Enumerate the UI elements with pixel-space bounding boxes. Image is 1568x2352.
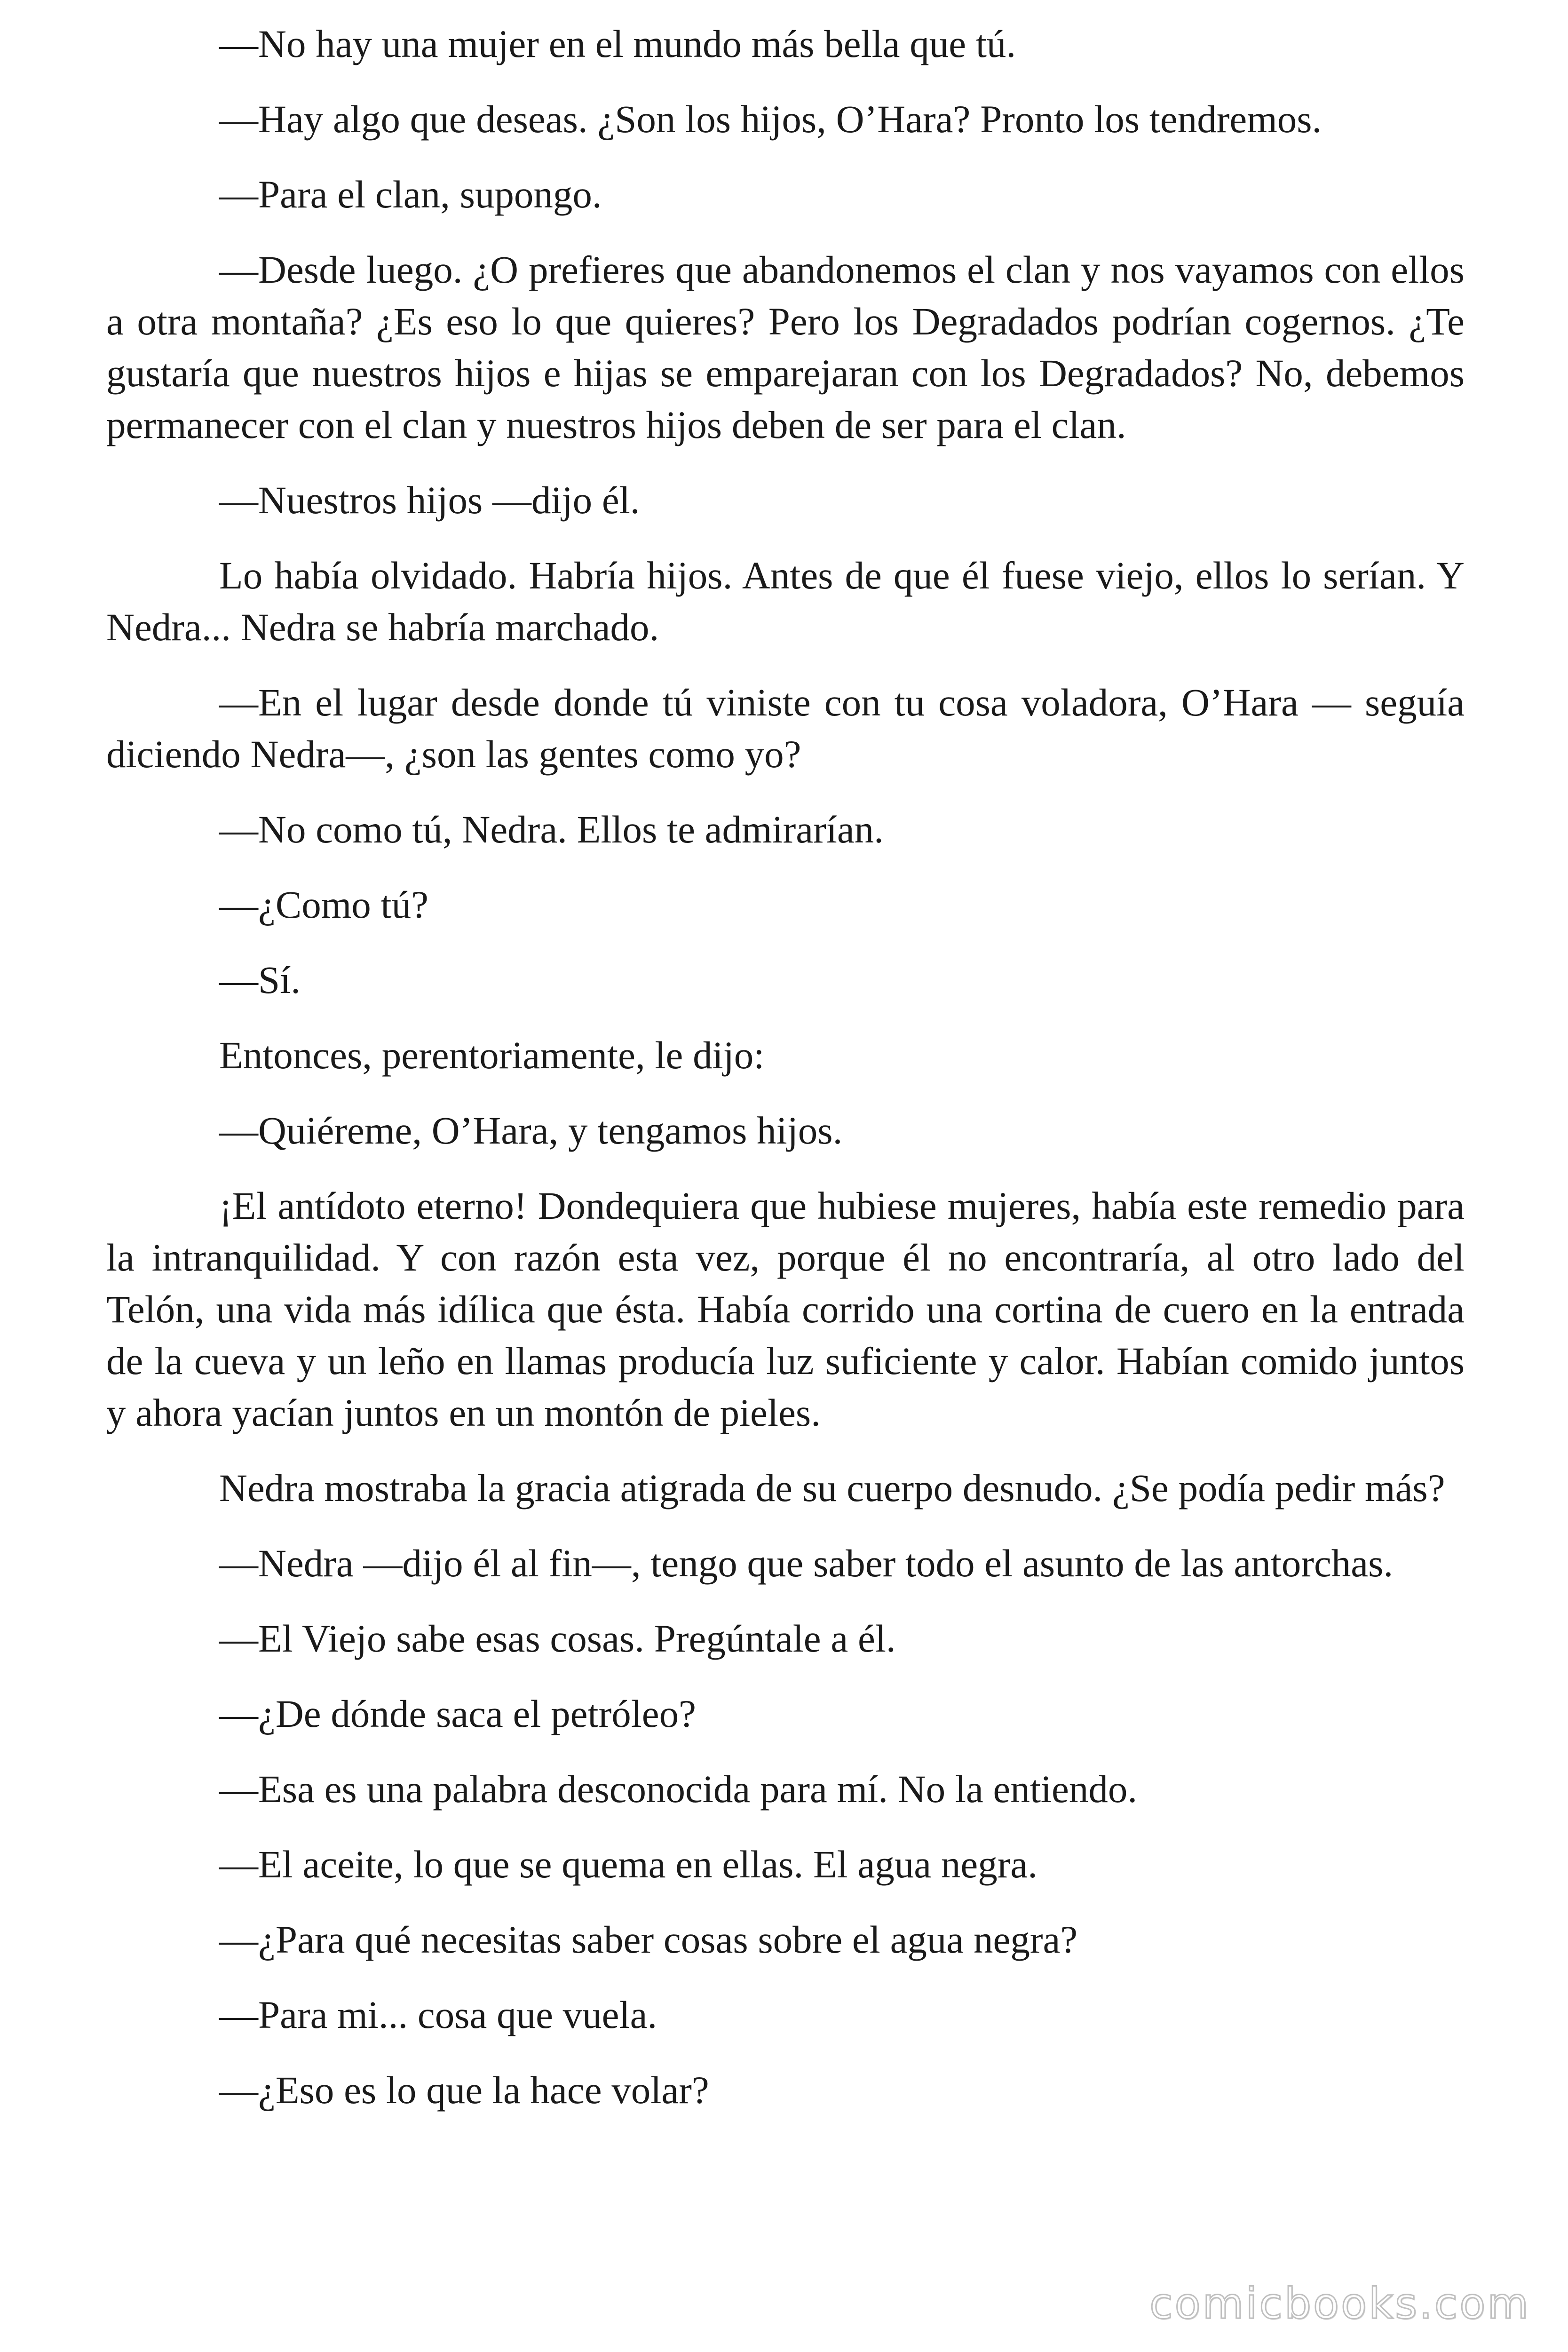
paragraph: —El aceite, lo que se quema en ellas. El agua negra. (219, 1843, 1037, 1886)
paragraph: —En el lugar desde donde tú viniste con tu cosa voladora, O’Hara — seguía diciendo Nedra—, ¿son las gentes como yo? (106, 681, 1465, 776)
paragraph: Lo había olvidado. Habría hijos. Antes de que él fuese viejo, ellos lo serían. Y Nedra... Nedra se habría marchado. (106, 554, 1465, 649)
paragraph: —Para mi... cosa que vuela. (219, 1993, 657, 2036)
paragraph: —Desde luego. ¿O prefieres que abandonemos el clan y nos vayamos con ellos a otra montaña? ¿Es eso lo que quieres? Pero los Degradados podrían cogernos. ¿Te gustaría que nuestros hijos e hijas se emparejaran con los Degradados? No, debemos permanecer con el clan y nuestros hijos deben de ser para el clan. (106, 248, 1465, 446)
paragraph: —¿Como tú? (219, 883, 428, 926)
text-body (106, 18, 1465, 2139)
paragraph: —Nuestros hijos —dijo él. (219, 478, 640, 522)
paragraph: —Esa es una palabra desconocida para mí. No la entiendo. (219, 1767, 1138, 1811)
paragraph: —Hay algo que deseas. ¿Son los hijos, O’Hara? Pronto los tendremos. (219, 97, 1322, 141)
watermark: comicbooks.com (1149, 2279, 1530, 2328)
paragraph: ¡El antídoto eterno! Dondequiera que hubiese mujeres, había este remedio para la intranquilidad. Y con razón esta vez, porque él no encontraría, al otro lado del Telón, una vida más idílica que ésta. Había corrido una cortina de cuero en la entrada de la cueva y un leño en llamas producía luz suficiente y calor. Habían comido juntos y ahora yacían juntos en un montón de pieles. (106, 1184, 1465, 1434)
paragraph: —No como tú, Nedra. Ellos te admirarían. (219, 808, 884, 851)
paragraph: —¿Eso es lo que la hace volar? (219, 2068, 709, 2112)
paragraph: —El Viejo sabe esas cosas. Pregúntale a él. (219, 1617, 896, 1660)
paragraph: —¿De dónde saca el petróleo? (219, 1692, 696, 1735)
paragraph: —Sí. (219, 958, 301, 1001)
paragraph: —Para el clan, supongo. (219, 173, 602, 216)
paragraph: —Nedra —dijo él al fin—, tengo que saber todo el asunto de las antorchas. (219, 1542, 1394, 1585)
paragraph: —Quiéreme, O’Hara, y tengamos hijos. (219, 1109, 843, 1152)
paragraph: —No hay una mujer en el mundo más bella que tú. (219, 22, 1016, 65)
paragraph: Nedra mostraba la gracia atigrada de su cuerpo desnudo. ¿Se podía pedir más? (219, 1466, 1445, 1510)
paragraph: Entonces, perentoriamente, le dijo: (219, 1033, 765, 1077)
paragraph: —¿Para qué necesitas saber cosas sobre el agua negra? (219, 1918, 1078, 1961)
